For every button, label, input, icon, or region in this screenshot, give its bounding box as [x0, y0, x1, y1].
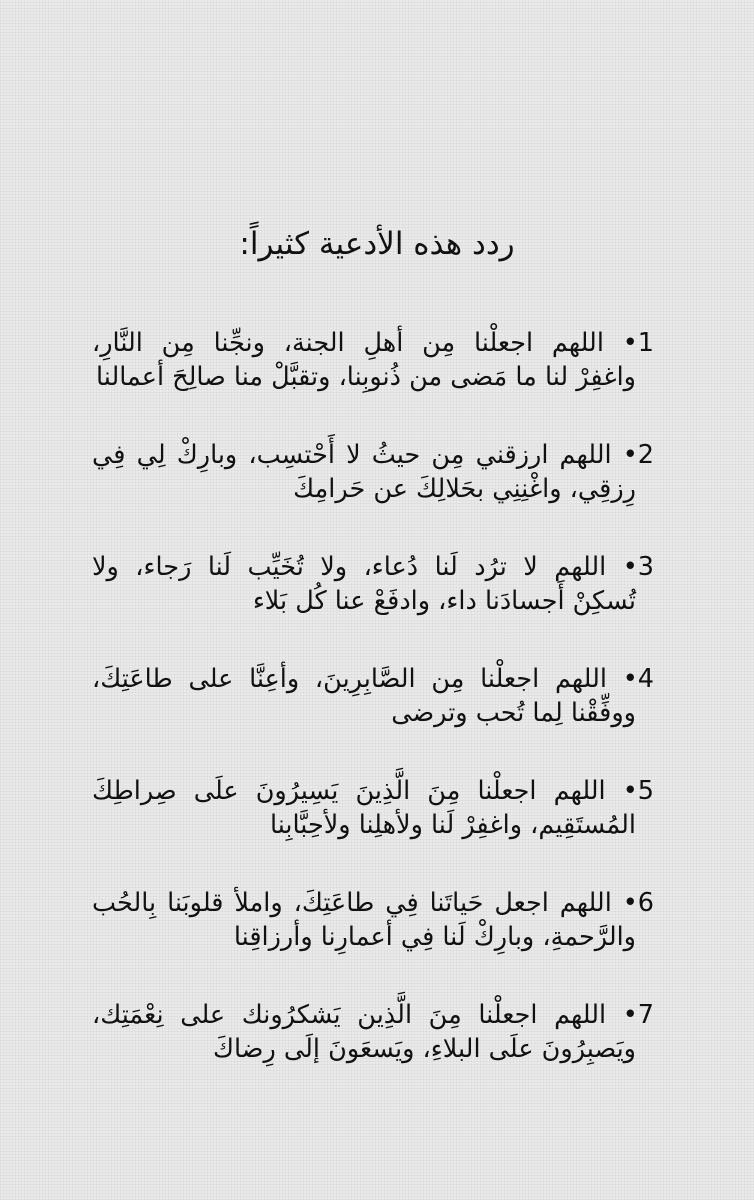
dua-list — [92, 326, 654, 1110]
dua-line: ويَصبِرُونَ علَى البلاءِ، ويَسعَونَ إلَى رِضاكَ — [213, 1034, 636, 1064]
dua-line: والرَّحمةِ، وبارِكْ لَنا فِي أعمارِنا وأرزاقِنا — [233, 922, 636, 952]
list-item — [92, 774, 654, 842]
list-item — [92, 886, 654, 954]
dua-line: 1• اللهم اجعلْنا مِن أهلِ الجنة، ونجِّنا مِن النَّارِ، — [92, 328, 654, 358]
dua-line: 3• اللهم لا ترُد لَنا دُعاء، ولا تُخَيِّب لَنا رَجاء، ولا — [92, 552, 654, 582]
page-title: ردد هذه الأدعية كثيراً: — [239, 226, 515, 262]
list-item — [92, 326, 654, 394]
dua-line: رِزقِي، واغْنِنِي بحَلالِكَ عن حَرامِكَ — [293, 474, 636, 504]
dua-line: ووفِّقْنا لِما تُحب وترضى — [391, 698, 636, 728]
list-item — [92, 662, 654, 730]
dua-line: 7• اللهم اجعلْنا مِنَ الَّذِين يَشكرُونك على نِعْمَتِك، — [92, 1000, 654, 1030]
list-item — [92, 550, 654, 618]
dua-line: 4• اللهم اجعلْنا مِن الصَّابِرِينَ، وأعِنَّا على طاعَتِكَ، — [92, 664, 654, 694]
dua-line: 2• اللهم ارزقني مِن حيثُ لا أَحْتسِب، وبارِكْ لِي فِي — [92, 440, 654, 470]
dua-line: المُستَقِيم، واغفِرْ لَنا ولأهلِنا ولأحِبَّابِنا — [269, 810, 636, 840]
list-item — [92, 438, 654, 506]
dua-line: واغفِرْ لنا ما مَضى من ذُنوبِنا، وتقبَّلْ منا صالِحَ أعمالنا — [96, 362, 636, 392]
dua-line: 6• اللهم اجعل حَياتَنا فِي طاعَتِكَ، واملأ قلوبَنا بِالحُب — [92, 888, 654, 918]
list-item — [92, 998, 654, 1066]
dua-line: تُسكِنْ أَجسادَنا داء، وادفَعْ عنا كُل بَلاء — [252, 586, 636, 616]
dua-line: 5• اللهم اجعلْنا مِنَ الَّذِينَ يَسِيرُونَ علَى صِراطِكَ — [92, 776, 654, 806]
